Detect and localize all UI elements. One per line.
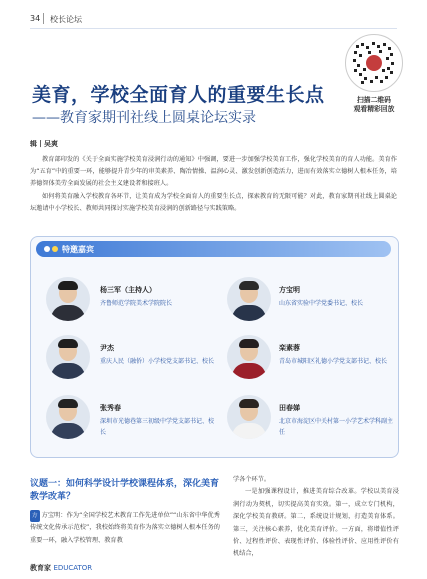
qr-code-icon[interactable]	[345, 34, 403, 92]
header-divider	[43, 13, 44, 24]
guest-photo	[227, 395, 271, 439]
section-heading: 议题一：如何科学设计学校课程体系，深化美育教学改革？	[30, 479, 220, 502]
footer-brand	[30, 563, 92, 573]
guest-role: 重庆人民（融侨）小学校党支部书记、校长	[100, 358, 215, 365]
guest-name: 张秀春	[100, 404, 121, 412]
guest-name: 方宝明	[279, 286, 300, 294]
section-body-left	[30, 510, 220, 547]
guest-role: 青岛市城阳区礼德小学党支部书记、校长	[279, 358, 388, 365]
guest-photo	[227, 277, 271, 321]
section-text: 一是加强课程设计，推进美育综合改革。学校以美育浸润行动为契机，切实提高美育实效。第一，成立专门机构，深化学校美育教研。第二，系统设计规划，打造美育体系。第三，关注核心素养，优化美育评价。一方面，将增值性评价、过程性评价、表现性评价、体验性评价、应用性评价有机结合，	[233, 488, 399, 558]
guest-name: 田春娣	[279, 404, 300, 412]
dot-icon	[52, 246, 58, 252]
qr-caption-sub: 观看精彩回放	[353, 105, 395, 113]
section-text: 方宝明：作为“全国学校艺术教育工作先进单位”“山东省中华优秀传统文化传承示范校”，我校始终将美育作为落实立德树人根本任务的重要一环，融入学校管理、教育教	[30, 512, 220, 544]
guest-name: 杨三军（主持人）	[100, 286, 156, 294]
guest-photo	[46, 395, 90, 439]
guest-photo	[227, 335, 271, 379]
guest-name: 尹杰	[100, 344, 114, 352]
section-text: 学各个环节。	[233, 476, 271, 483]
article-author: 辑丨吴爽	[30, 140, 58, 148]
section-name: 校长论坛	[50, 15, 82, 24]
qr-caption: 扫描二维码	[357, 96, 391, 104]
speaker-tag: 方	[30, 510, 40, 522]
intro-paragraph: 教育部印发的《关于全面实施学校美育浸润行动的通知》中强调，要进一步加强学校美育工作，强化学校美育的育人功能。美育作为“五育”中的重要一环，能够提升青少年的审美素养、陶冶情操、温润心灵、激发创新创造活力，进而有效落实立德树人根本任务，培养德智体美劳全面发展的社会主义建设者和接班人。	[30, 156, 397, 188]
guest-photo	[46, 277, 90, 321]
section-body-right	[233, 474, 399, 561]
qr-logo	[366, 55, 382, 71]
guest-photo	[46, 335, 90, 379]
guest-panel-title: 特邀嘉宾	[62, 245, 94, 254]
page-number: 34	[30, 14, 41, 23]
guest-role: 齐鲁师范学院美术学院院长	[100, 300, 173, 307]
header-rule	[30, 28, 397, 29]
article-subtitle: ——教育家期刊社线上圆桌论坛实录	[32, 110, 256, 126]
intro-paragraph: 如何将美育融入学校教育各环节，让美育成为学校全面育人的重要生长点，探索教育的无限可能？对此，教育家期刊社线上圆桌论坛邀请中小学校长、教师共同探讨实施学校美育浸润的创新路径与实践策略。	[30, 192, 397, 212]
brand-english: EDUCATOR	[53, 564, 93, 572]
guest-role: 山东省实验中学党委书记、校长	[279, 300, 364, 307]
dot-icon	[44, 246, 50, 252]
brand-name: 教育家	[30, 564, 51, 572]
guest-name: 栾素蓉	[279, 344, 300, 352]
guest-role: 深圳市光德巷第三初级中学党支部书记、校长	[100, 418, 215, 436]
guest-role: 北京市海淀区中关村第一小学艺术学科副主任	[279, 418, 394, 436]
article-intro	[30, 154, 397, 215]
article-title: 美育，学校全面育人的重要生长点	[32, 84, 325, 106]
